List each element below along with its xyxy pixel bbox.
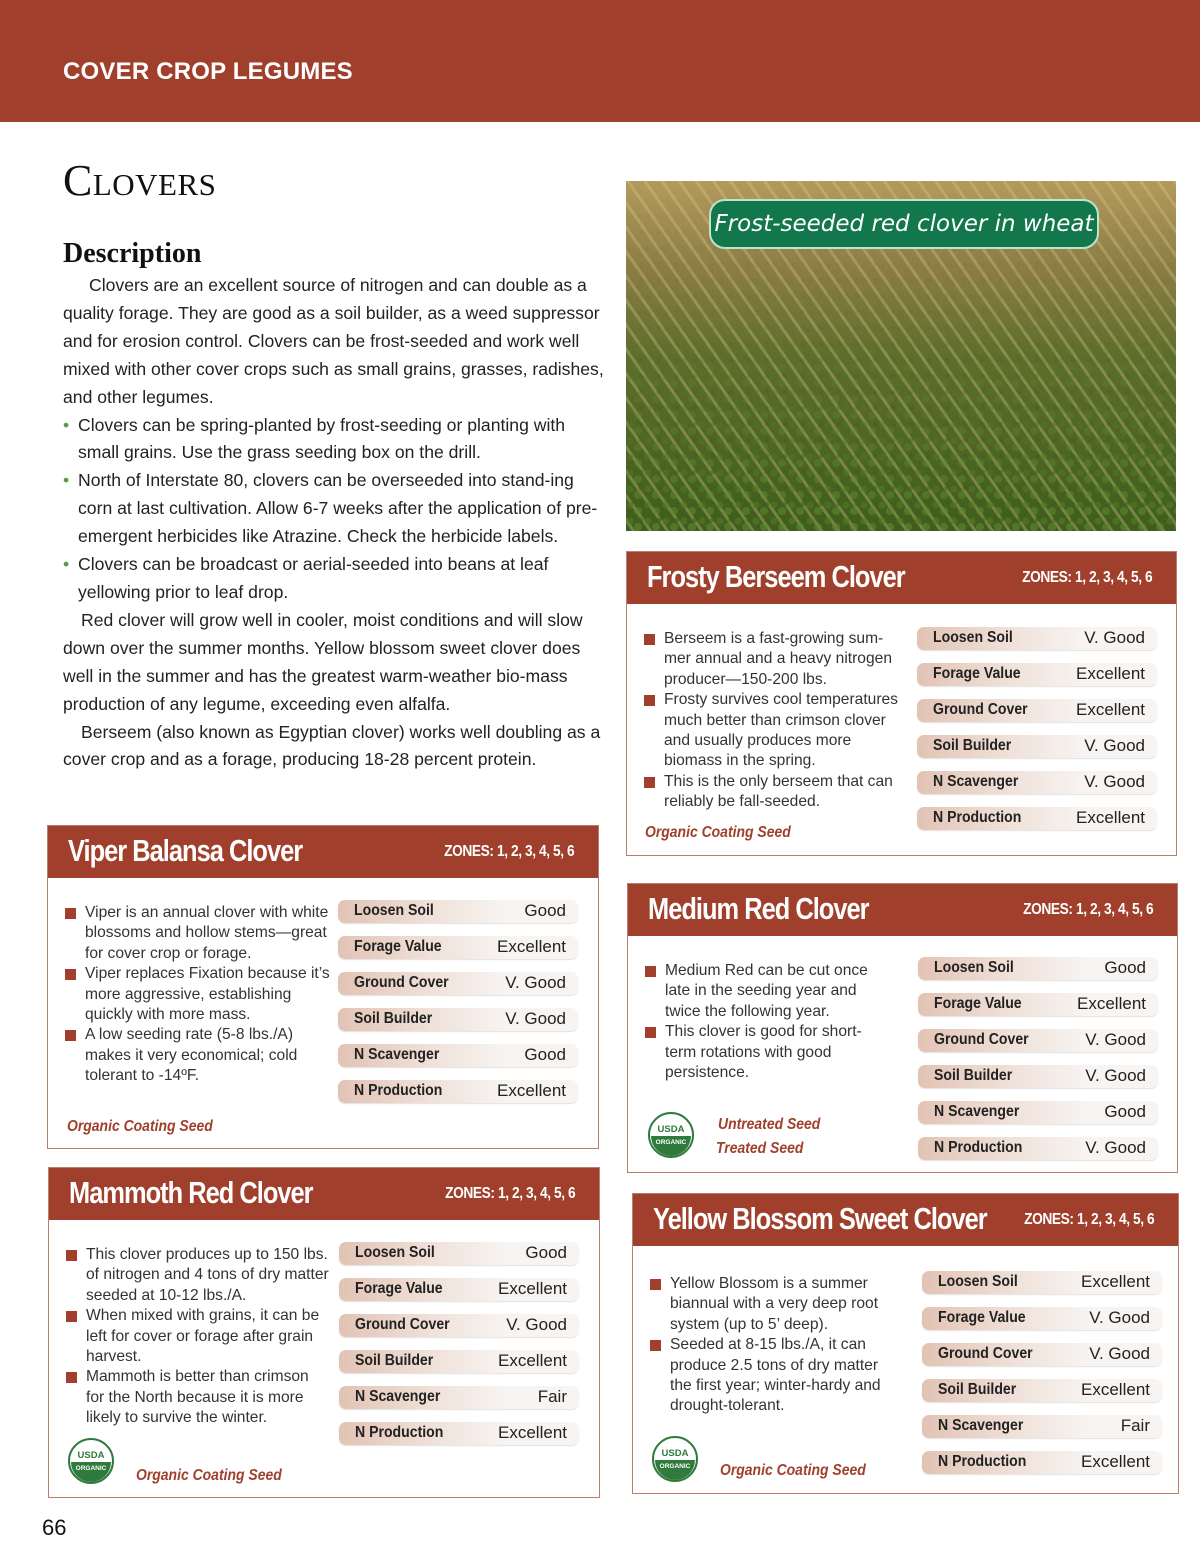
rating-row: Forage Value V. Good xyxy=(922,1307,1162,1330)
list-item: When mixed with grains, it can be left for cover or forage after grain harvest. xyxy=(66,1306,331,1367)
list-item: Seeded at 8-15 lbs./A, it can produce 2.5 tons of dry matter the first year; winter-hardy and drought-tolerant. xyxy=(650,1335,895,1417)
seed-type-label: Untreated Seed xyxy=(718,1116,821,1133)
description-intro: Clovers are an excellent source of nitrogen and can double as a quality forage. They are good as a soil builder, as a weed suppressor and for erosion control. Clovers can be frost-seeded and work well mixed with other cover crops such as small grains, grasses, radishes, and other legumes. xyxy=(63,275,604,407)
rating-row: Ground Cover V. Good xyxy=(339,1314,579,1337)
rating-row: Soil Builder V. Good xyxy=(918,1065,1158,1088)
rating-row: Soil Builder Excellent xyxy=(339,1350,579,1373)
bullet-square-icon xyxy=(65,969,76,980)
list-item: Viper replaces Fixation because it’s more aggressive, establishing quickly with more mass. xyxy=(65,964,330,1025)
product-bullets xyxy=(650,1274,895,1417)
zones-label: ZONES: 1, 2, 3, 4, 5, 6 xyxy=(443,843,574,860)
bullet-square-icon xyxy=(66,1250,77,1261)
rating-row: N Production Excellent xyxy=(917,807,1157,830)
rating-row: N Scavenger Good xyxy=(918,1101,1158,1124)
product-name: Frosty Berseem Clover xyxy=(647,559,905,594)
description-bullet: • North of Interstate 80, clovers can be overseeded into stand-ing corn at last cultivation. Allow 6-7 weeks after the application of pre-emergent herbicides like Atrazine. Check the herbicide labels. xyxy=(63,467,608,551)
seed-type-label: Treated Seed xyxy=(716,1140,804,1157)
list-item: Frosty survives cool temperatures much better than crimson clover and usually produces more biomass in the spring. xyxy=(644,690,904,772)
svg-text:ORGANIC: ORGANIC xyxy=(75,1465,107,1472)
rating-row: N Production Excellent xyxy=(339,1422,579,1445)
rating-row: Soil Builder V. Good xyxy=(917,735,1157,758)
rating-row: N Scavenger V. Good xyxy=(917,771,1157,794)
list-item: Yellow Blossom is a summer biannual with a very deep root system (up to 5’ deep). xyxy=(650,1274,895,1335)
rating-row: Loosen Soil Good xyxy=(338,900,578,923)
svg-text:ORGANIC: ORGANIC xyxy=(655,1139,687,1146)
rating-row: Loosen Soil V. Good xyxy=(917,627,1157,650)
bullet-square-icon xyxy=(66,1372,77,1383)
product-bullets xyxy=(645,961,890,1083)
rating-row: Forage Value Excellent xyxy=(918,993,1158,1016)
product-bullets xyxy=(644,629,904,813)
rating-row: Forage Value Excellent xyxy=(338,936,578,959)
product-card-mammoth-red xyxy=(48,1167,600,1498)
description-paragraph: Red clover will grow well in cooler, moist conditions and will slow down over the summer months. Yellow blossom sweet clover does well in the summer and has the greatest warm-weather bio-mass production of any legume, exceeding even alfalfa. xyxy=(63,609,583,714)
bullet-dot-icon: • xyxy=(63,470,70,491)
usda-organic-seal xyxy=(648,1112,694,1158)
rating-row: N Production V. Good xyxy=(918,1137,1158,1160)
ratings-table xyxy=(339,1242,579,1458)
list-item: This clover produces up to 150 lbs. of nitrogen and 4 tons of dry matter seeded at 10-12 lbs./A. xyxy=(66,1245,331,1306)
bullet-square-icon xyxy=(645,1027,656,1038)
seed-type-label: Organic Coating Seed xyxy=(67,1118,213,1135)
rating-row: Ground Cover V. Good xyxy=(338,972,578,995)
rating-row: Forage Value Excellent xyxy=(917,663,1157,686)
description-heading: Description xyxy=(63,238,202,269)
bullet-square-icon xyxy=(644,777,655,788)
bullet-dot-icon: • xyxy=(63,414,70,435)
rating-row: N Scavenger Good xyxy=(338,1044,578,1067)
page-number: 66 xyxy=(42,1515,67,1540)
zones-label: ZONES: 1, 2, 3, 4, 5, 6 xyxy=(444,1185,575,1202)
product-bullets xyxy=(66,1245,331,1429)
rating-row: Ground Cover V. Good xyxy=(922,1343,1162,1366)
product-card-yellow-blossom xyxy=(632,1193,1179,1494)
bullet-square-icon xyxy=(645,966,656,977)
description-paragraph: Berseem (also known as Egyptian clover) works well doubling as a cover crop and as a forage, producing 18-28 percent protein. xyxy=(63,721,601,770)
description-bullets xyxy=(63,412,608,607)
page-title: Clovers xyxy=(63,156,217,205)
seed-type-label: Organic Coating Seed xyxy=(645,824,791,841)
card-header xyxy=(627,552,1176,604)
list-item: This clover is good for short-term rotations with good persistence. xyxy=(645,1022,890,1083)
rating-row: Loosen Soil Good xyxy=(339,1242,579,1265)
zones-label: ZONES: 1, 2, 3, 4, 5, 6 xyxy=(1021,569,1152,586)
product-card-medium-red xyxy=(627,883,1178,1173)
list-item: Berseem is a fast-growing sum-mer annual and a heavy nitrogen producer—150-200 lbs. xyxy=(644,629,904,690)
ratings-table xyxy=(922,1271,1162,1487)
usda-organic-seal xyxy=(652,1436,698,1482)
bullet-square-icon xyxy=(66,1311,77,1322)
ratings-table xyxy=(917,627,1157,843)
ratings-table xyxy=(338,900,578,1116)
description-body xyxy=(63,272,608,774)
bullet-square-icon xyxy=(650,1340,661,1351)
svg-text:USDA: USDA xyxy=(661,1448,689,1459)
list-item: Medium Red can be cut once late in the seeding year and twice the following year. xyxy=(645,961,890,1022)
rating-row: Ground Cover Excellent xyxy=(917,699,1157,722)
bullet-square-icon xyxy=(644,695,655,706)
bullet-square-icon xyxy=(65,1030,76,1041)
list-item: A low seeding rate (5-8 lbs./A) makes it very economical; cold tolerant to -14ºF. xyxy=(65,1025,330,1086)
product-card-frosty-berseem xyxy=(626,551,1177,856)
rating-row: Ground Cover V. Good xyxy=(918,1029,1158,1052)
card-header xyxy=(49,1168,599,1220)
card-header xyxy=(628,884,1177,936)
rating-row: N Production Excellent xyxy=(922,1451,1162,1474)
header-bar xyxy=(0,0,1200,122)
product-bullets xyxy=(65,903,330,1087)
product-card-viper-balansa xyxy=(47,825,599,1149)
svg-text:USDA: USDA xyxy=(657,1124,685,1135)
rating-row: Loosen Soil Good xyxy=(918,957,1158,980)
svg-text:ORGANIC: ORGANIC xyxy=(659,1463,691,1470)
product-name: Medium Red Clover xyxy=(648,891,869,926)
bullet-square-icon xyxy=(65,908,76,919)
seed-type-label: Organic Coating Seed xyxy=(136,1467,282,1484)
product-name: Mammoth Red Clover xyxy=(69,1175,313,1210)
seed-type-label: Organic Coating Seed xyxy=(720,1462,866,1479)
photo-caption: Frost-seeded red clover in wheat xyxy=(709,199,1099,249)
product-name: Viper Balansa Clover xyxy=(68,833,303,868)
list-item: Viper is an annual clover with white blossoms and hollow stems—great for cover crop or forage. xyxy=(65,903,330,964)
rating-row: N Production Excellent xyxy=(338,1080,578,1103)
bullet-square-icon xyxy=(650,1279,661,1290)
rating-row: Soil Builder V. Good xyxy=(338,1008,578,1031)
list-item: Mammoth is better than crimson for the North because it is more likely to survive the winter. xyxy=(66,1367,331,1428)
ratings-table xyxy=(918,957,1158,1173)
rating-row: Loosen Soil Excellent xyxy=(922,1271,1162,1294)
section-title: COVER CROP LEGUMES xyxy=(63,58,353,85)
bullet-dot-icon: • xyxy=(63,554,70,575)
rating-row: Soil Builder Excellent xyxy=(922,1379,1162,1402)
description-bullet: • Clovers can be broadcast or aerial-seeded into beans at leaf yellowing prior to leaf drop. xyxy=(63,551,608,607)
product-name: Yellow Blossom Sweet Clover xyxy=(653,1201,987,1236)
description-bullet: • Clovers can be spring-planted by frost-seeding or planting with small grains. Use the grass seeding box on the drill. xyxy=(63,412,608,468)
bullet-square-icon xyxy=(644,634,655,645)
zones-label: ZONES: 1, 2, 3, 4, 5, 6 xyxy=(1022,901,1153,918)
rating-row: Forage Value Excellent xyxy=(339,1278,579,1301)
card-header xyxy=(48,826,598,878)
card-header xyxy=(633,1194,1178,1246)
svg-text:USDA: USDA xyxy=(77,1450,105,1461)
zones-label: ZONES: 1, 2, 3, 4, 5, 6 xyxy=(1023,1211,1154,1228)
rating-row: N Scavenger Fair xyxy=(922,1415,1162,1438)
list-item: This is the only berseem that can reliably be fall-seeded. xyxy=(644,772,904,813)
rating-row: N Scavenger Fair xyxy=(339,1386,579,1409)
usda-organic-seal xyxy=(68,1438,114,1484)
